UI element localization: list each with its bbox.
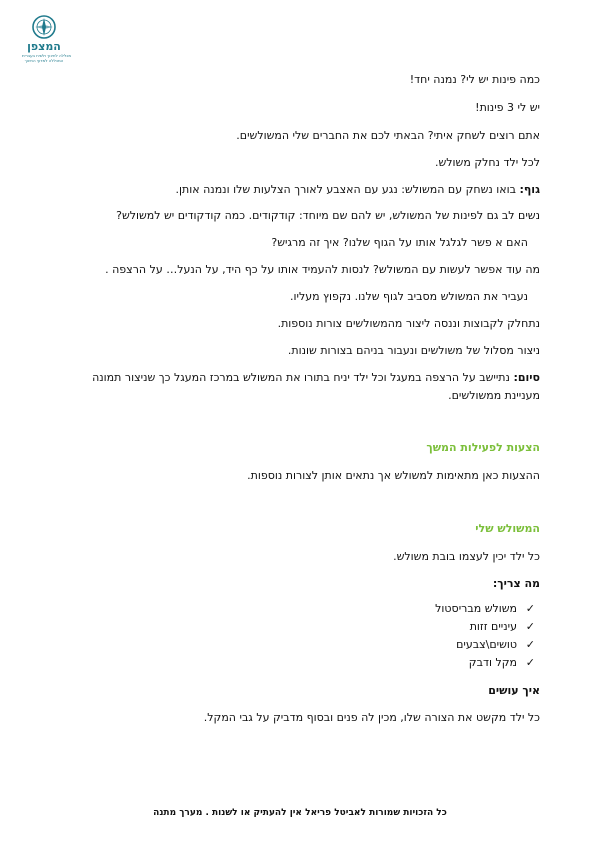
check-icon: ✓ (525, 620, 535, 633)
list-item: ✓ טושים\צבעים (435, 636, 535, 654)
ending-text: נתיישב על הרצפה במעגל וכל ילד יניח בתורו את המשולש במרכז המעגל כך שניצור תמונה (92, 371, 514, 384)
needs-label: מה צריך: (492, 577, 540, 590)
paragraph-7: האם א פשר לגלגל אותו על הגוף שלנו? איך זה מרגיש? (271, 236, 528, 249)
paragraph-3: אתם רוצים לשחק איתי? הבאתי לכם את החברים שלי המשולשים. (236, 129, 540, 142)
continue-text: ההצעות כאן מתאימות למשולש אך נתאים אותן לצורות נוספות. (247, 469, 540, 482)
heading-continue: הצעות לפעילות המשך (426, 441, 540, 454)
how-label: איך עושים (488, 684, 540, 697)
paragraph-2: יש לי 3 פינות! (475, 101, 540, 114)
paragraph-8: מה עוד אפשר לעשות עם המשולש? לנסות להעמיד אותו על כף היד, על הנעל… על הרצפה . (105, 263, 540, 276)
paragraph-9: נעביר את המשולש מסביב לגוף שלנו. נקפוץ מעליו. (290, 290, 528, 303)
paragraph-4: לכל ילד נחלק משולש. (435, 156, 540, 169)
paragraph-body (60, 182, 540, 198)
materials-list (435, 600, 535, 672)
heading-my-triangle: המשולש שלי (475, 522, 540, 535)
body-label: גוף: (519, 183, 540, 196)
ending-label: סיום: (513, 371, 540, 384)
list-item: ✓ עיניים זזות (435, 618, 535, 636)
paragraph-1: כמה פינות יש לי? נמנה יחד! (409, 73, 540, 86)
logo-name: המצפן (27, 40, 61, 53)
footer-copyright: כל הזכויות שמורות לאביטל פריאל אין להעתיק או לשנות . מערך מתנה (153, 808, 447, 818)
paragraph-ending (60, 370, 540, 386)
triangle-intro: כל ילד יכין לעצמו בובת משולש. (393, 550, 540, 563)
check-icon: ✓ (525, 638, 535, 651)
body-text: בואו נשחק עם המשולש: נגע עם האצבע לאורך הצלעות שלו ונמנה אותן. (175, 183, 520, 196)
logo (22, 14, 72, 63)
paragraph-10: נתחלק לקבוצות וננסה ליצור מהמשולשים צורות נוספות. (277, 317, 540, 330)
check-icon: ✓ (525, 602, 535, 615)
list-item: ✓ מקל ודבק (435, 654, 535, 672)
logo-subtitle-1: מכללה לחינוך ולשיח בעברית (22, 53, 72, 58)
compass-icon (31, 14, 57, 40)
list-item: ✓ משולש מבריסטול (435, 600, 535, 618)
how-text: כל ילד מקשט את הצורה שלו, מכין לה פנים ובסוף מדביק על גבי המקל. (203, 711, 540, 724)
paragraph-6: נשים לב גם לפינות של המשולש, יש להם שם מיוחד: קודקודים. כמה קודקודים יש למשולש? (116, 209, 540, 222)
logo-subtitle-2: המכללה למדעי החינוך (24, 58, 64, 63)
check-icon: ✓ (525, 656, 535, 669)
paragraph-11: ניצור מסלול של משולשים ונעבור בניהם בצורות שונות. (287, 344, 540, 357)
paragraph-ending-cont: מעניינת ממשולשים. (448, 389, 540, 402)
